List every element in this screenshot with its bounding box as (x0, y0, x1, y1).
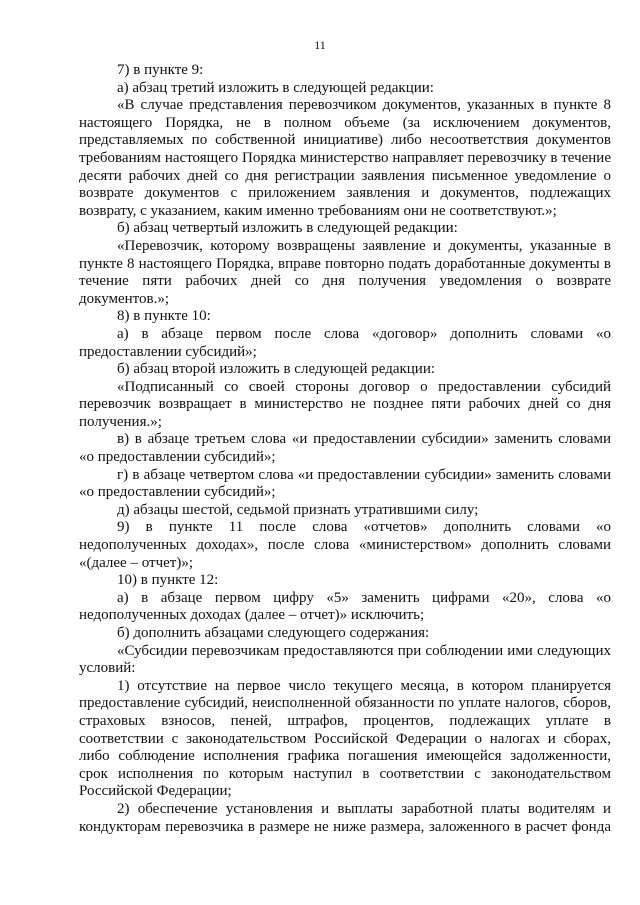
paragraph: «Подписанный со своей стороны договор о предоставлении субсидий перевозчик возвращает в министерство не позднее пяти рабочих дней со дня получения.»; (79, 378, 611, 430)
paragraph: д) абзацы шестой, седьмой признать утратившими силу; (117, 501, 479, 518)
paragraph: б) дополнить абзацами следующего содержания: (117, 625, 430, 641)
paragraph: б) абзац второй изложить в следующей редакции: (117, 361, 436, 378)
paragraph: 8) в пункте 10: (117, 308, 211, 325)
paragraph: в) в абзаце третьем слова «и предоставлении субсидии» заменить словами «о предоставлении субсидий»; (79, 431, 611, 466)
paragraph: 10) в пункте 12: (117, 572, 219, 589)
paragraph: г) в абзаце четвертом слова «и предоставлении субсидии» заменить словами «о предоставлении субсидий»; (79, 466, 611, 501)
paragraph: «Перевозчик, которому возвращены заявление и документы, указанные в пункте 8 настоящего Порядка, вправе повторно подать доработанные документы в течение пяти рабочих дней со дня получения уведомления о возврате документов.»; (79, 237, 611, 307)
paragraph: 7) в пункте 9: (117, 62, 204, 78)
paragraph: «В случае представления перевозчиком документов, указанных в пункте 8 настоящего Порядка, не в полном объеме (за исключением документов, представляемых по собственной инициативе) либо несоответствия документов требованиям настоящего Порядка министерство направляет перевозчику в течение десяти рабочих дней со дня регистрации заявления письменное уведомление о возврате документов с приложением заявления и документов, подлежащих возврату, с указанием, каким именно требованиям они не соответствуют.»; (79, 97, 611, 219)
paragraph: 9) в пункте 11 после слова «отчетов» дополнить словами «о недополученных доходах», после слова «министерством» дополнить словами «(далее – отчет)»; (79, 519, 611, 571)
paragraph: «Субсидии перевозчикам предоставляются при соблюдении ими следующих условий: (79, 642, 611, 677)
page-number: 11 (314, 38, 326, 52)
paragraph: а) в абзаце первом после слова «договор» дополнить словами «о предоставлении субсидий»; (79, 325, 611, 360)
paragraph: 1) отсутствие на первое число текущего месяца, в котором планируется предоставление субсидий, неисполненной обязанности по уплате налогов, сборов, страховых взносов, пеней, штрафов, процентов, подлежащих уплате в соответствии с законодательством Российской Федерации о налогах и сборах, либо соблюдение исполнения графика погашения имеющейся задолженности, срок исполнения по которым наступил в соответствии с законодательством Российской Федерации; (79, 677, 611, 800)
paragraph: б) абзац четвертый изложить в следующей редакции: (117, 220, 458, 237)
paragraph: 2) обеспечение установления и выплаты заработной платы водителям и кондукторам перевозчика в размере не ниже размера, заложенного в расчет фонда (79, 800, 611, 835)
paragraph: а) абзац третий изложить в следующей редакции: (117, 79, 434, 96)
paragraph: а) в абзаце первом цифру «5» заменить цифрами «20», слова «о недополученных доходах (далее – отчет)» исключить; (79, 589, 611, 624)
document-body (79, 62, 611, 836)
